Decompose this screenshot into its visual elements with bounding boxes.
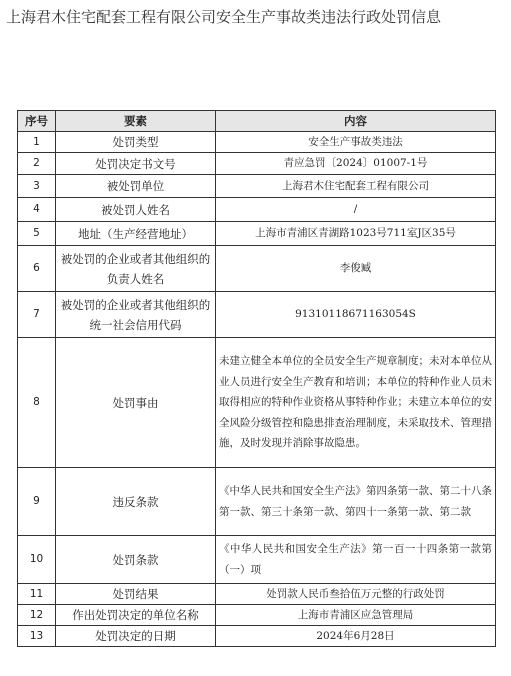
row-no: 12	[18, 605, 56, 626]
row-key: 处罚决定书文号	[56, 153, 216, 175]
table-row	[18, 132, 496, 153]
row-key: 处罚事由	[56, 338, 216, 468]
row-key: 处罚结果	[56, 584, 216, 605]
row-value: 上海君木住宅配套工程有限公司	[216, 175, 496, 198]
row-no: 9	[18, 468, 56, 536]
table-row	[18, 468, 496, 536]
row-no: 1	[18, 132, 56, 153]
row-key: 处罚条款	[56, 536, 216, 584]
header-no: 序号	[18, 111, 56, 132]
table-row	[18, 198, 496, 222]
row-value: 上海市青浦区青湖路1023号711室J区35号	[216, 222, 496, 246]
row-key: 被处罚人姓名	[56, 198, 216, 222]
row-value: 青应急罚〔2024〕01007-1号	[216, 153, 496, 175]
row-no: 11	[18, 584, 56, 605]
row-value: 李俊臧	[216, 246, 496, 292]
row-key: 处罚决定的日期	[56, 626, 216, 647]
row-no: 4	[18, 198, 56, 222]
row-no: 8	[18, 338, 56, 468]
row-key: 被处罚的企业或者其他组织的统一社会信用代码	[56, 292, 216, 338]
table-row	[18, 222, 496, 246]
table-row	[18, 153, 496, 175]
header-value: 内容	[216, 111, 496, 132]
row-key: 违反条款	[56, 468, 216, 536]
row-no: 2	[18, 153, 56, 175]
row-key: 地址（生产经营地址）	[56, 222, 216, 246]
table-row	[18, 246, 496, 292]
table-row	[18, 626, 496, 647]
table-row	[18, 536, 496, 584]
row-no: 6	[18, 246, 56, 292]
row-no: 5	[18, 222, 56, 246]
row-key: 被处罚单位	[56, 175, 216, 198]
row-no: 3	[18, 175, 56, 198]
row-value: 处罚款人民币叁拾伍万元整的行政处罚	[216, 584, 496, 605]
row-value: 2024年6月28日	[216, 626, 496, 647]
row-no: 13	[18, 626, 56, 647]
row-value: 91310118671163054S	[216, 292, 496, 338]
row-no: 7	[18, 292, 56, 338]
table-row	[18, 338, 496, 468]
row-value: 《中华人民共和国安全生产法》第一百一十四条第一款第（一）项	[216, 536, 496, 584]
penalty-info-table	[17, 110, 496, 647]
table-header-row	[18, 111, 496, 132]
table-row	[18, 292, 496, 338]
row-key: 作出处罚决定的单位名称	[56, 605, 216, 626]
row-value: 上海市青浦区应急管理局	[216, 605, 496, 626]
row-value: 《中华人民共和国安全生产法》第四条第一款、第二十八条第一款、第三十条第一款、第四十一条第一款、第二款	[216, 468, 496, 536]
row-no: 10	[18, 536, 56, 584]
table-row	[18, 584, 496, 605]
row-value: 安全生产事故类违法	[216, 132, 496, 153]
row-value: /	[216, 198, 496, 222]
table-row	[18, 175, 496, 198]
header-key: 要素	[56, 111, 216, 132]
row-key: 处罚类型	[56, 132, 216, 153]
row-key: 被处罚的企业或者其他组织的负责人姓名	[56, 246, 216, 292]
page-title: 上海君木住宅配套工程有限公司安全生产事故类违法行政处罚信息	[6, 8, 442, 26]
row-value: 未建立健全本单位的全员安全生产规章制度；未对本单位从业人员进行安全生产教育和培训；本单位的特种作业人员未取得相应的特种作业资格从事特种作业；未建立本单位的安全风险分级管控和隐患排查治理制度，未采取技术、管理措施，及时发现并消除事故隐患。	[216, 338, 496, 468]
table-row	[18, 605, 496, 626]
